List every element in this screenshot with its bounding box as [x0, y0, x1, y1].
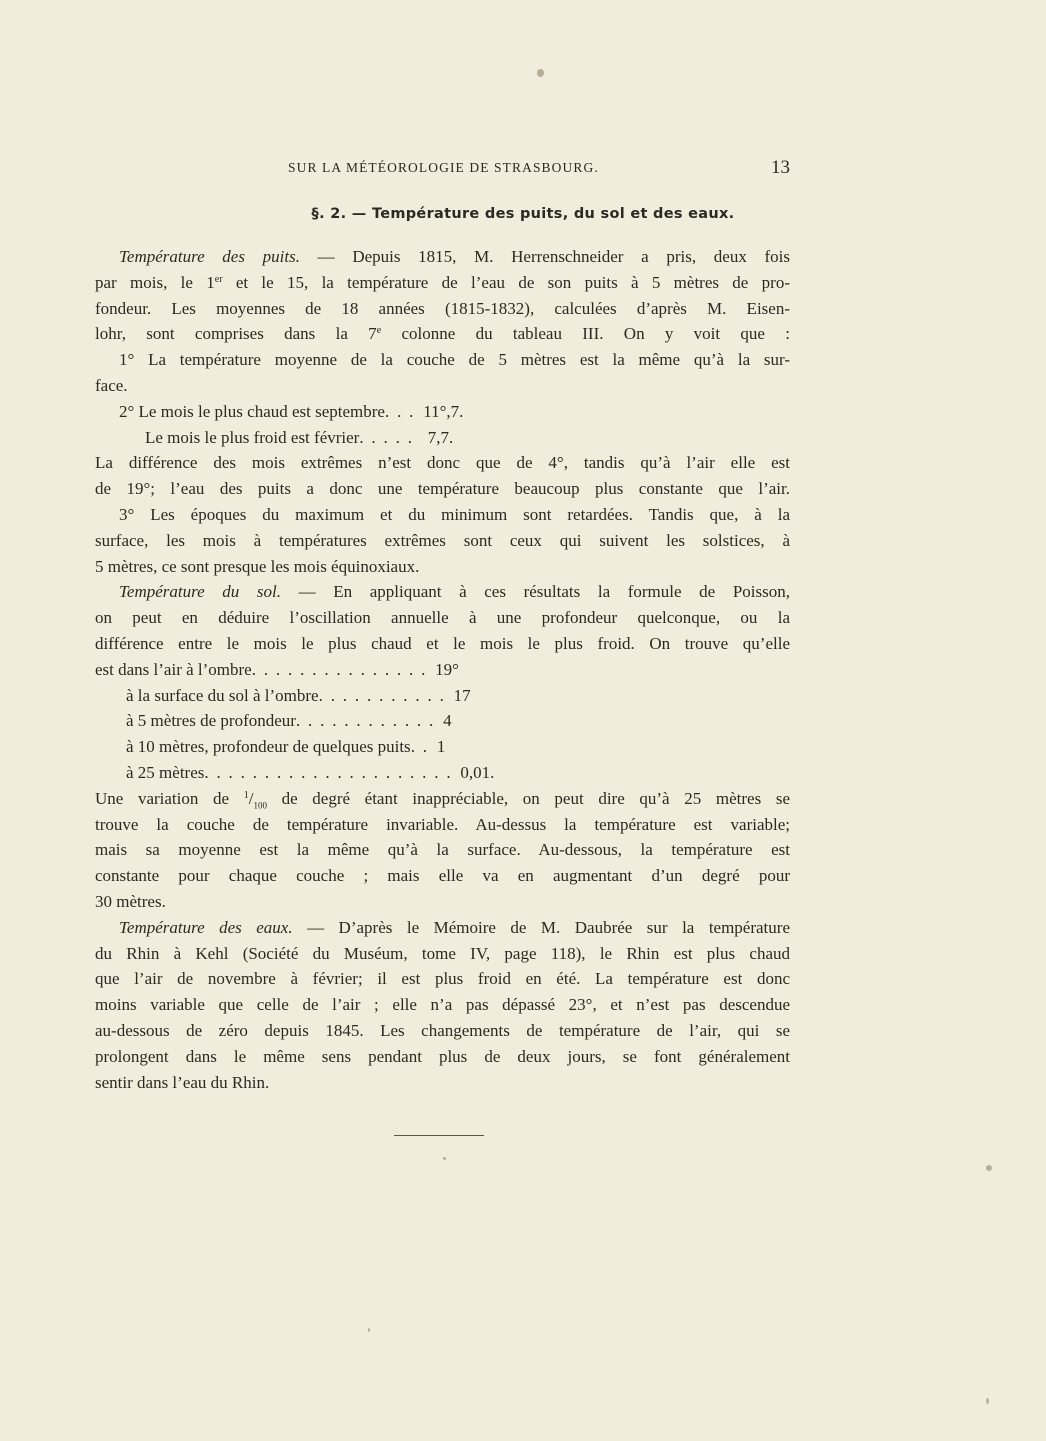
body-text [95, 244, 790, 1095]
paper-speck [537, 69, 544, 77]
paragraph-line: sentir dans l’eau du Rhin. [95, 1072, 270, 1092]
text-run: colonne du tableau III. On y voit que : [381, 324, 791, 344]
paragraph-line: 30 mètres. [95, 891, 166, 911]
paragraph-line: 5 mètres, ce sont presque les mois équinoxiaux. [95, 556, 420, 576]
row-value: 0,01. [460, 762, 495, 782]
fraction-denominator: 100 [253, 800, 267, 811]
paragraph-line: de 19°; l’eau des puits a donc une température beaucoup plus constante que l’air. [95, 479, 790, 499]
puits-heading: Température des puits. [119, 247, 300, 266]
paper-speck [986, 1165, 992, 1171]
row-label: est dans l’air à l’ombre [95, 659, 252, 679]
paragraph-line: on peut en déduire l’oscillation annuelle à une profondeur quelconque, ou la [95, 608, 790, 628]
row-value: 17 [453, 685, 471, 705]
paragraph-line: 3° Les époques du maximum et du minimum sont retardées. Tandis que, à la [119, 504, 790, 524]
closing-rule [394, 1135, 484, 1136]
text-run: — En appliquant à ces résultats la formule de Poisson, [280, 582, 790, 602]
row-label: 2° Le mois le plus chaud est septembre [119, 401, 385, 421]
dot-leader: . . . [384, 401, 416, 421]
data-row [95, 657, 790, 683]
fraction-numerator: 1 [243, 789, 249, 801]
eaux-heading: Température des eaux. [119, 917, 293, 937]
paragraph-line: Une variation de $^1/_{100}$ de degré étant inappréciable, on peut dire qu’à 25 mètres se [95, 788, 790, 811]
row-label: à 10 mètres, profondeur de quelques puits [126, 737, 411, 757]
row-label: à 25 mètres [126, 762, 205, 782]
paper-speck [368, 1328, 370, 1332]
dot-leader: . . . . . . . . . . . . . . . [251, 659, 428, 679]
paragraph-line [95, 270, 790, 296]
page-header [0, 158, 1046, 182]
paragraph-line: du Rhin à Kehl (Société du Muséum, tome IV, page 118), le Rhin est plus chaud [95, 943, 790, 963]
paragraph-line: prolongent dans le même sens pendant plus de deux jours, se font généralement [95, 1046, 790, 1066]
paragraph-line: fondeur. Les moyennes de 18 années (1815-1832), calculées d’après M. Eisen- [95, 298, 790, 318]
dot-leader: . . [410, 737, 429, 757]
paragraph-line: que l’air de novembre à février; il est plus froid en été. La température est donc [95, 969, 790, 989]
row-value: 7,7. [427, 427, 454, 447]
data-row [95, 425, 790, 451]
paragraph-line: différence entre le mois le plus chaud et le mois le plus froid. On trouve qu’elle [95, 633, 790, 653]
text-run: et le 15, la température de l’eau de son puits à 5 mètres de pro- [222, 272, 790, 292]
page-number: 13 [771, 157, 790, 178]
paragraph-line: constante pour chaque couche ; mais elle va en augmentant d’un degré pour [95, 866, 790, 886]
sol-heading: Température du sol. [119, 582, 281, 602]
dot-leader: . . . . . . . . . . . . [295, 711, 436, 731]
text-run: — D’après le Mémoire de M. Daubrée sur la température [292, 917, 790, 937]
superscript: e [376, 325, 382, 337]
dot-leader: . . . . . . . . . . . . . . . . . . . . . [204, 762, 453, 782]
row-value: 1 [436, 737, 446, 757]
paragraph-line: mais sa moyenne est la même qu’à la surface. Au-dessous, la température est [95, 840, 790, 860]
row-label: à 5 mètres de profondeur [126, 711, 296, 731]
text-run: lohr, sont comprises dans la 7 [95, 324, 377, 344]
data-row [95, 708, 790, 734]
paragraph-line: au-dessous de zéro depuis 1845. Les changements de température de l’air, qui se [95, 1020, 790, 1040]
paragraph-line: 1° La température moyenne de la couche de 5 mètres est la même qu’à la sur- [119, 350, 790, 370]
paragraph-line [95, 915, 790, 941]
superscript: er [214, 273, 223, 285]
text-run: par mois, le 1 [95, 272, 215, 292]
data-row [95, 734, 790, 760]
row-value: 4 [443, 711, 452, 731]
running-title: SUR LA MÉTÉOROLOGIE DE STRASBOURG. [288, 160, 599, 175]
paragraph-line: surface, les mois à températures extrêmes sont ceux qui suivent les solstices, à [95, 530, 790, 550]
paper-speck [443, 1157, 446, 1160]
data-row [95, 683, 790, 709]
paragraph-line [95, 244, 790, 270]
row-value: 19° [435, 659, 459, 679]
paragraph-line: trouve la couche de température invariable. Au-dessus la température est variable; [95, 814, 790, 834]
text-run: de degré étant inappréciable, on peut dire qu’à 25 mètres se [266, 788, 790, 808]
paper-speck [986, 1398, 989, 1404]
dot-leader: . . . . . . . . . . . [318, 685, 446, 705]
data-row [95, 399, 790, 425]
dot-leader: . . . . . [359, 427, 414, 447]
text-run: Une variation de [95, 788, 244, 808]
paragraph-line: moins variable que celle de l’air ; elle n’a pas dépassé 23°, et n’est pas descendue [95, 995, 790, 1015]
paragraph-line [95, 579, 790, 605]
row-label: à la surface du sol à l’ombre [126, 685, 319, 705]
section-title: §. 2. — Température des puits, du sol et des eaux. [311, 206, 735, 222]
text-run: — Depuis 1815, M. Herrenschneider a pris, deux fois [299, 247, 790, 266]
paragraph-line [95, 321, 790, 347]
paragraph-line: La différence des mois extrêmes n’est donc que de 4°, tandis qu’à l’air elle est [95, 453, 790, 473]
row-label: Le mois le plus froid est février [145, 427, 360, 447]
paragraph-line: face. [95, 375, 128, 395]
data-row [95, 760, 790, 786]
row-value: 11°,7. [423, 401, 464, 421]
